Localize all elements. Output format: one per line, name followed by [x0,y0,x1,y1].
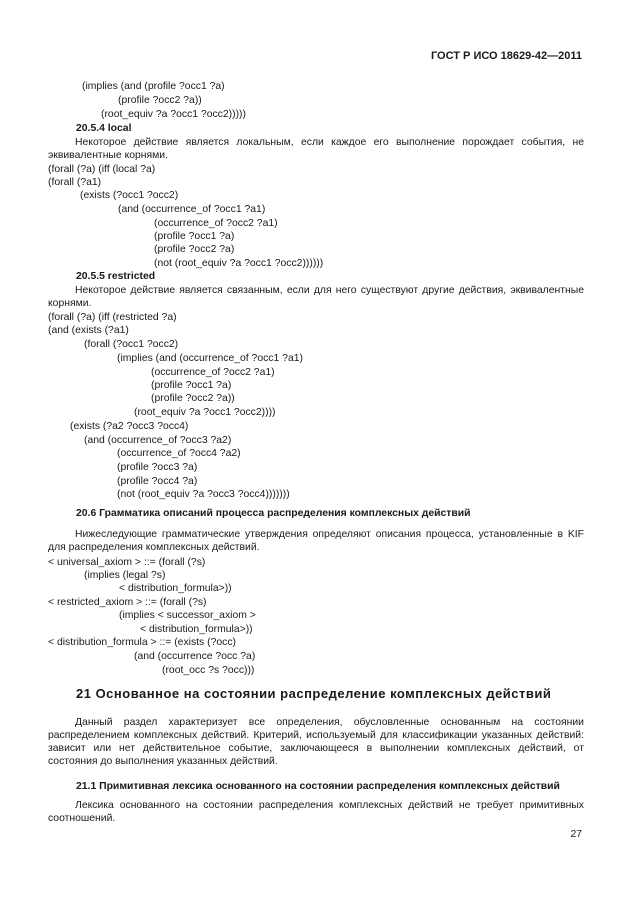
paragraph-text: Некоторое действие является локальным, если каждое его выполнение порождает события, не эквивалентные корнями. [48,137,584,161]
code-line: (and (occurrence_of ?occ3 ?a2) [84,435,232,446]
code-line: (forall (?a1) [48,177,102,188]
code-line: (forall (?a) (iff (restricted ?a) [48,312,177,323]
grammar-line: < distribution_formula>)) [119,583,232,594]
chapter-heading-21: 21 Основанное на состоянии распределение комплексных действий [76,686,552,701]
code-line: (not (root_equiv ?a ?occ1 ?occ2)))))) [154,258,324,269]
paragraph-text: Лексика основанного на состоянии распределения комплексных действий не требует примитивных соотношений. [48,800,584,824]
page-number: 27 [570,829,582,840]
paragraph-20-6 [48,528,584,554]
section-heading-21-1: 21.1 Примитивная лексика основанного на состоянии распределения комплексных действий [76,781,560,792]
code-line: (not (root_equiv ?a ?occ3 ?occ4))))))) [117,489,290,500]
grammar-line: < distribution_formula>)) [140,624,253,635]
paragraph-text: Некоторое действие является связанным, если для него существуют другие действия, эквивалентные корнями. [48,285,584,309]
paragraph-text: Данный раздел характеризует все определения, обусловленные основанным на состоянии распределением комплексных действий. Критерий, используемый для классификации указанных действий: зависит или нет действительное событие, заключающееся в выполнении комплексных действий, от состояния до выполнения указанных действий. [48,717,584,767]
code-line: (profile ?occ1 ?a) [151,380,232,391]
section-heading-20-5-5: 20.5.5 restricted [76,271,156,282]
code-line: (and (exists (?a1) [48,325,129,336]
code-line: (and (occurrence_of ?occ1 ?a1) [118,204,266,215]
code-line: (profile ?occ1 ?a) [154,231,235,242]
code-line: (occurrence_of ?occ4 ?a2) [117,448,241,459]
grammar-line: < restricted_axiom > ::= (forall (?s) [48,597,207,608]
grammar-line: (implies < successor_axiom > [119,610,256,621]
standard-header: ГОСТ Р ИСО 18629-42—2011 [430,50,582,62]
section-heading-20-5-4: 20.5.4 local [76,123,132,134]
paragraph-text: Нижеследующие грамматические утверждения определяют описания процесса, установленные в KIF для распределения комплексных действий. [48,529,584,553]
paragraph-21-1 [48,799,584,825]
code-line: (root_equiv ?a ?occ1 ?occ2))))) [101,109,246,120]
grammar-line: (root_occ ?s ?occ))) [162,665,255,676]
code-line: (implies (and (occurrence_of ?occ1 ?a1) [117,353,303,364]
code-line: (profile ?occ2 ?a) [154,244,235,255]
code-line: (profile ?occ3 ?a) [117,462,198,473]
code-line: (implies (and (profile ?occ1 ?a) [82,81,225,92]
code-line: (root_equiv ?a ?occ1 ?occ2)))) [134,407,276,418]
code-line: (forall (?a) (iff (local ?a) [48,164,156,175]
code-line: (exists (?occ1 ?occ2) [80,190,179,201]
code-line: (profile ?occ2 ?a)) [118,95,202,106]
grammar-line: < universal_axiom > ::= (forall (?s) [48,557,206,568]
section-heading-20-6: 20.6 Грамматика описаний процесса распределения комплексных действий [76,508,471,519]
code-line: (profile ?occ2 ?a)) [151,393,235,404]
code-line: (exists (?a2 ?occ3 ?occ4) [70,421,189,432]
code-line: (forall (?occ1 ?occ2) [84,339,179,350]
code-line: (profile ?occ4 ?a) [117,476,198,487]
grammar-line: < distribution_formula > ::= (exists (?occ) [48,637,236,648]
code-line: (occurrence_of ?occ2 ?a1) [151,367,275,378]
paragraph-21 [48,716,584,768]
paragraph-20-5-4 [48,136,584,162]
paragraph-20-5-5 [48,284,584,310]
grammar-line: (and (occurrence ?occ ?a) [134,651,256,662]
code-line: (occurrence_of ?occ2 ?a1) [154,218,278,229]
grammar-line: (implies (legal ?s) [84,570,166,581]
